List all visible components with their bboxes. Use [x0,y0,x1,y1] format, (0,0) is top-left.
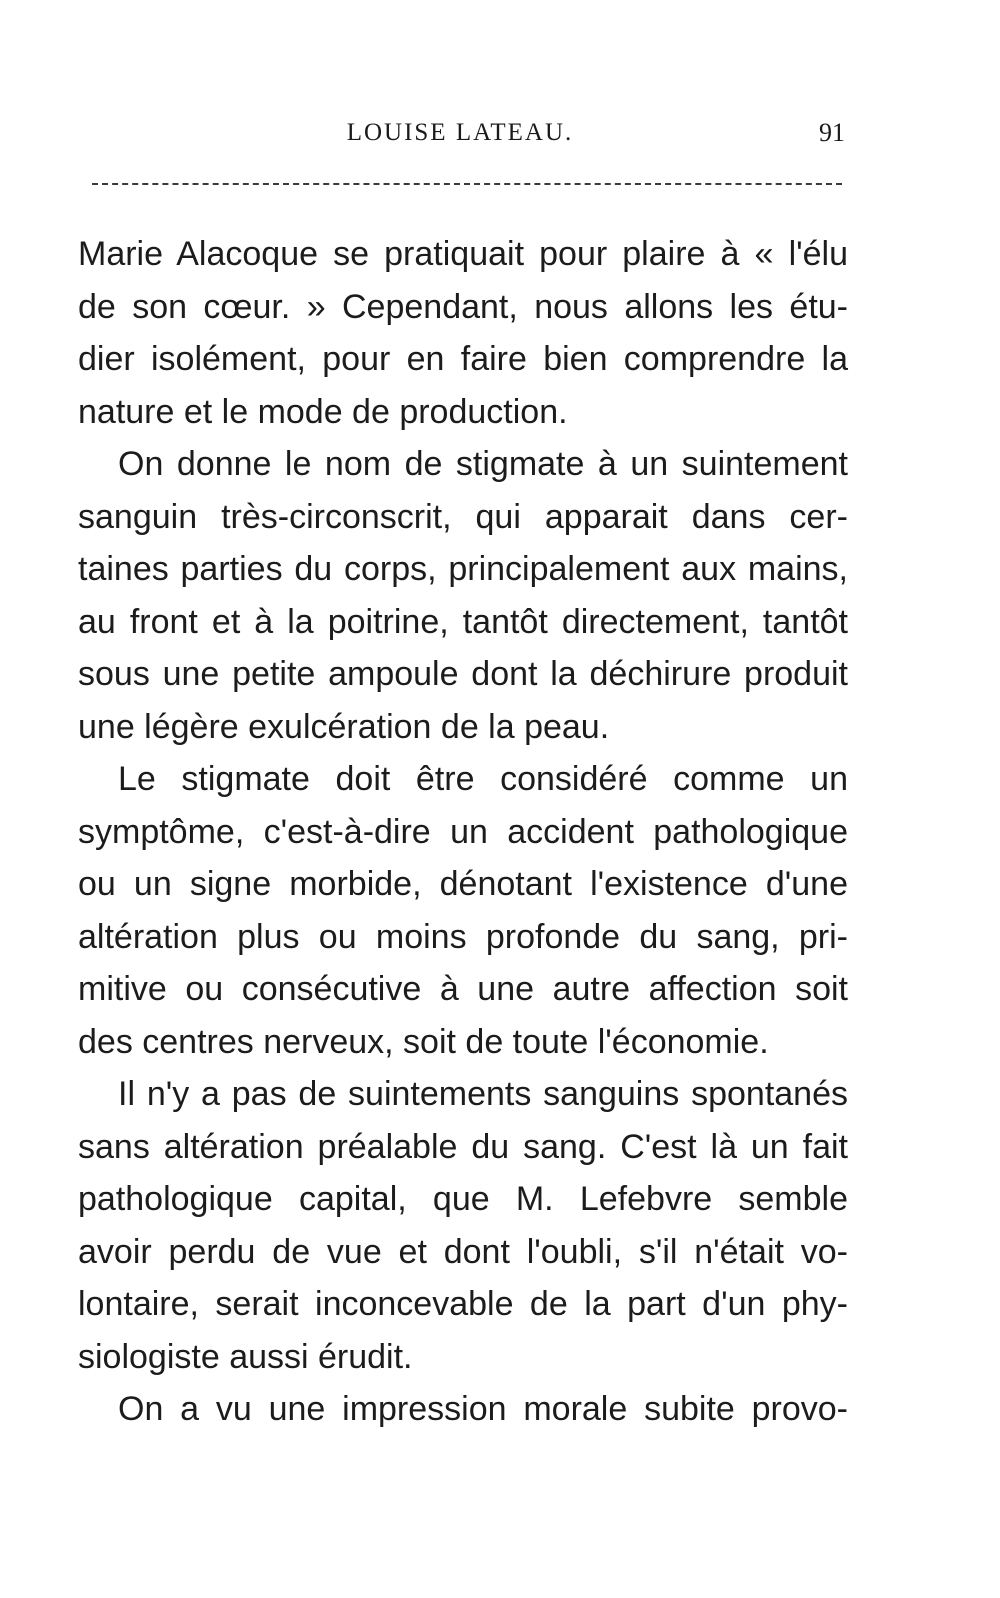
text-line: une légère exulcération de la peau. [78,707,610,746]
running-head [75,116,845,150]
text-line: au front et à la poitrine, tantôt directement, tantôt [78,602,848,641]
text-line: de son cœur. » Cependant, nous allons les étu- [78,287,848,326]
text-line: sanguin très-circonscrit, qui apparait dans cer- [78,497,848,536]
text-line: pathologique capital, que M. Lefebvre semble [78,1180,848,1218]
text-line: nature et le mode de production. [78,392,568,431]
text-line: On donne le nom de stigmate à un suintement [118,445,848,483]
running-title: LOUISE LATEAU. [346,119,574,146]
body-text [78,228,848,1436]
text-line: des centres nerveux, soit de toute l'économie. [78,1022,769,1061]
text-line: On a vu une impression morale subite provo- [118,1390,848,1428]
text-line: avoir perdu de vue et dont l'oubli, s'il n'était vo- [78,1232,848,1271]
text-line: Marie Alacoque se pratiquait pour plaire à « l'élu [78,235,848,273]
text-line: symptôme, c'est-à-dire un accident pathologique [78,812,848,851]
header-rule [92,183,842,185]
text-line: ou un signe morbide, dénotant l'existence d'une [78,865,848,903]
text-line: altération plus ou moins profonde du sang, pri- [78,917,848,956]
text-line: dier isolément, pour en faire bien comprendre la [78,340,848,378]
text-line: siologiste aussi érudit. [78,1337,413,1376]
text-line: sous une petite ampoule dont la déchirure produit [78,655,848,693]
text-line: mitive ou consécutive à une autre affection soit [78,970,848,1008]
text-line: lontaire, serait inconcevable de la part d'un phy- [78,1285,848,1323]
text-line: taines parties du corps, principalement aux mains, [78,550,848,588]
text-line: sans altération préalable du sang. C'est là un fait [78,1127,848,1166]
page-number: 91 [819,118,845,147]
text-line: Il n'y a pas de suintements sanguins spontanés [118,1075,848,1113]
text-line: Le stigmate doit être considéré comme un [118,760,848,798]
